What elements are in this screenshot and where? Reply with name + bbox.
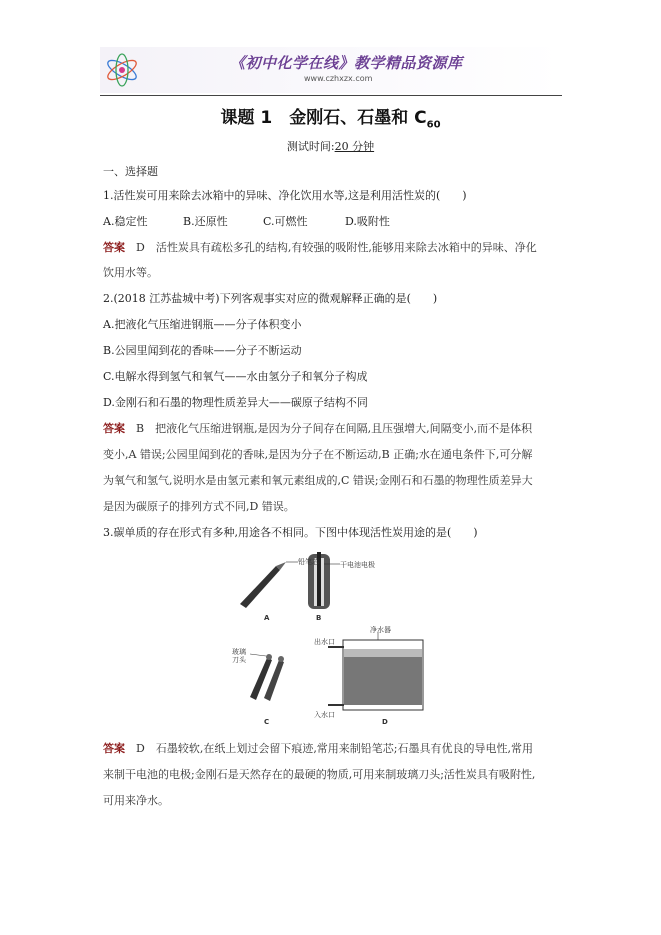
label-c-callout: 玻璃刀头	[232, 648, 246, 664]
q2-answer-label: 答案	[103, 422, 125, 435]
label-d-title: 净水器	[370, 626, 391, 634]
label-d: D	[382, 718, 388, 726]
q3-answer-line3: 可用来净水。	[103, 794, 169, 807]
water-purifier-icon	[328, 632, 423, 710]
page-title	[0, 103, 661, 130]
q1-option-c: C.可燃性	[263, 215, 308, 228]
q3-stem: 3.碳单质的存在形式有多种,用途各不相同。下图中体现活性炭用途的是( )	[103, 526, 478, 539]
q3-answer-label: 答案	[103, 742, 125, 755]
q2-option-b: B.公园里闻到花的香味——分子不断运动	[103, 344, 302, 357]
q2-answer-line3: 为氧气和氢气,说明水是由氢元素和氧元素组成的,C 错误;金刚石和石墨的物理性质差异大	[103, 474, 533, 487]
q1-answer-text1: D 活性炭具有疏松多孔的结构,有较强的吸附性,能够用来除去冰箱中的异味、净化	[136, 241, 537, 254]
q1-option-b: B.还原性	[183, 215, 228, 228]
test-time-value: 20 分钟	[334, 140, 375, 153]
site-name: 《初中化学在线》教学精品资源库	[230, 54, 463, 72]
q1-answer-line1	[103, 241, 563, 255]
q1-option-a: A.稳定性	[103, 215, 148, 228]
q2-option-c: C.电解水得到氢气和氧气——水由氢分子和氧分子构成	[103, 370, 368, 383]
atom-logo-icon	[103, 51, 141, 89]
test-time-label: 测试时间:	[286, 140, 335, 153]
label-a-callout: 铅笔芯	[298, 558, 319, 566]
q2-answer-text1: B 把液化气压缩进钢瓶,是因为分子间存在间隔,且压强增大,间隔变小,而不是体积	[136, 422, 533, 435]
glass-cutter-icon	[250, 654, 284, 701]
test-time	[0, 138, 661, 154]
q2-option-d: D.金刚石和石墨的物理性质差异大——碳原子结构不同	[103, 396, 368, 409]
label-b: B	[316, 614, 322, 622]
q1-options	[103, 215, 563, 229]
q3-answer-line1	[103, 742, 563, 756]
label-d-out: 出水口	[314, 638, 335, 646]
q1-answer-label: 答案	[103, 241, 125, 254]
header-divider	[100, 95, 562, 96]
q2-answer-line2: 变小,A 错误;公园里闻到花的香味,是因为分子在不断运动,B 正确;水在通电条件下,可分解	[103, 448, 533, 461]
site-url[interactable]: www.czhxzx.com	[304, 74, 373, 83]
label-a: A	[264, 614, 270, 622]
label-c: C	[264, 718, 270, 726]
q1-stem: 1.活性炭可用来除去冰箱中的异味、净化饮用水等,这是利用活性炭的( )	[103, 189, 467, 202]
q2-stem: 2.(2018 江苏盐城中考)下列客观事实对应的微观解释正确的是( )	[103, 292, 438, 305]
q2-answer-line4: 是因为碳原子的排列方式不同,D 错误。	[103, 500, 295, 513]
q1-option-d: D.吸附性	[345, 215, 390, 228]
pencil-lead-icon	[240, 562, 298, 608]
q2-answer-line1	[103, 422, 563, 436]
q3-figure	[228, 552, 428, 732]
label-d-in: 入水口	[314, 711, 335, 719]
section-heading: 一、选择题	[103, 165, 158, 178]
label-b-callout: 干电池电极	[340, 561, 375, 569]
title-subscript: 60	[426, 119, 441, 131]
q3-answer-line2: 来制干电池的电极;金刚石是天然存在的最硬的物质,可用来制玻璃刀头;活性炭具有吸附性,	[103, 768, 536, 781]
title-text: 课题 1 金刚石、石墨和 C	[220, 108, 427, 128]
q3-answer-text1: D 石墨较软,在纸上划过会留下痕迹,常用来制铅笔芯;石墨具有优良的导电性,常用	[136, 742, 534, 755]
q2-option-a: A.把液化气压缩进钢瓶——分子体积变小	[103, 318, 302, 331]
q1-answer-line2: 饮用水等。	[103, 266, 158, 279]
